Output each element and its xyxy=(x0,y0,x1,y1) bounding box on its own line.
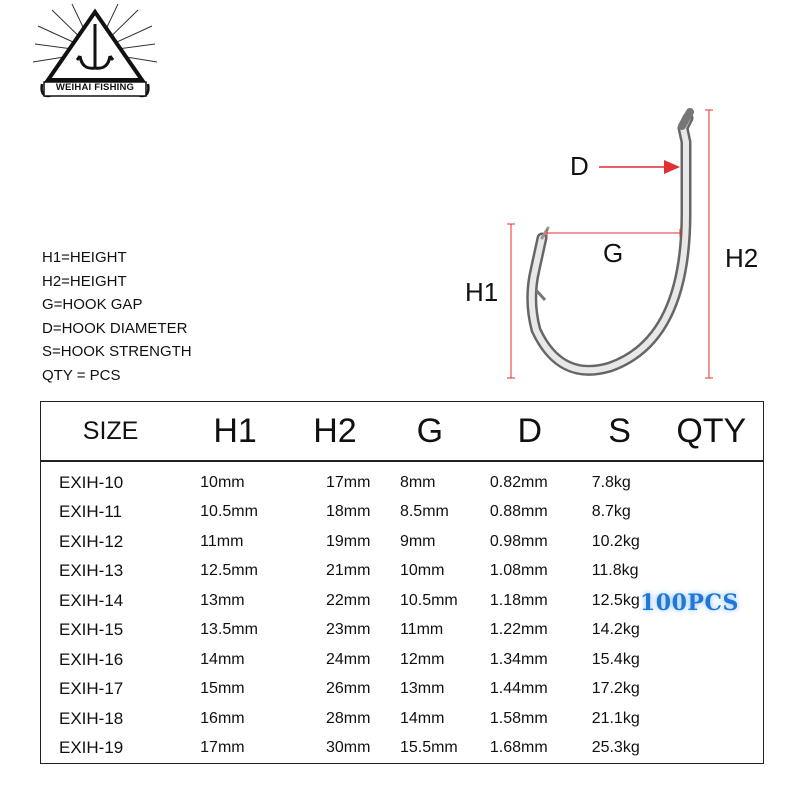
qty-cell xyxy=(660,704,764,734)
table-cell: EXIH-17 xyxy=(59,679,124,699)
table-header-row xyxy=(41,402,764,462)
table-cell: 13mm xyxy=(399,680,445,698)
h1-label: H1 xyxy=(465,277,499,307)
legend-item: G=HOOK GAP xyxy=(42,296,143,313)
table-cell: 17.2kg xyxy=(591,680,640,698)
table-cell: 0.82mm xyxy=(489,473,548,491)
table-cell: 11.8kg xyxy=(591,562,639,580)
table-cell: 0.98mm xyxy=(489,532,548,550)
table-cell: 11mm xyxy=(200,532,244,550)
table-cell: 1.08mm xyxy=(489,562,548,580)
table-cell: EXIH-18 xyxy=(59,708,124,728)
table-cell: 1.58mm xyxy=(489,709,548,727)
table-cell: 1.18mm xyxy=(489,591,548,609)
table-cell: 30mm xyxy=(326,739,371,757)
table-row xyxy=(41,557,764,587)
d-label: D xyxy=(570,151,589,181)
qty-value: 100PCS xyxy=(640,590,739,616)
table-cell: EXIH-19 xyxy=(59,738,124,758)
table-cell: 7.8kg xyxy=(591,473,631,491)
legend-item: H2=HEIGHT xyxy=(42,272,127,290)
table-row xyxy=(41,734,764,764)
table-row xyxy=(41,616,764,646)
table-cell: 9mm xyxy=(399,532,436,550)
header-h2: H2 xyxy=(290,402,380,462)
table-cell: 8.5mm xyxy=(399,503,449,521)
table-cell: 10mm xyxy=(399,562,445,580)
table-cell: 14.2kg xyxy=(591,621,640,639)
qty-cell xyxy=(660,734,764,764)
table-cell: 13.5mm xyxy=(200,621,258,639)
table-cell: 1.34mm xyxy=(489,650,548,668)
table-cell: 17mm xyxy=(326,473,371,491)
table-cell: EXIH-11 xyxy=(59,502,122,522)
table-cell: 15.5mm xyxy=(399,739,458,757)
table-row xyxy=(41,527,764,557)
header-g: G xyxy=(380,402,480,462)
header-s: S xyxy=(580,402,660,462)
header-d: D xyxy=(480,402,580,462)
table-cell: 8mm xyxy=(399,473,436,491)
qty-cell xyxy=(660,645,764,675)
table-cell: 14mm xyxy=(200,650,245,668)
legend-item: D=HOOK DIAMETER xyxy=(42,319,188,337)
table-row xyxy=(41,645,764,675)
qty-cell xyxy=(660,675,764,705)
qty-cell xyxy=(660,461,764,498)
table-cell: 25.3kg xyxy=(591,739,640,757)
table-cell: 19mm xyxy=(326,532,371,550)
hook-spec-table xyxy=(40,401,764,764)
g-label: G xyxy=(603,238,624,268)
table-cell: 12.5kg xyxy=(591,591,640,609)
table-cell: 23mm xyxy=(326,621,371,639)
table-cell: 17mm xyxy=(200,739,245,757)
table-cell: EXIH-12 xyxy=(59,531,124,551)
header-h1: H1 xyxy=(180,402,290,462)
table-cell: 11mm xyxy=(399,621,444,639)
qty-cell xyxy=(660,498,764,528)
table-cell: 24mm xyxy=(326,650,371,668)
table-cell: 10mm xyxy=(200,473,245,491)
table-cell: 10.5mm xyxy=(200,503,258,521)
legend-item: S=HOOK STRENGTH xyxy=(42,343,192,360)
brand-name: WEIHAI FISHING xyxy=(55,82,135,93)
table-cell: 22mm xyxy=(326,591,371,609)
table-cell: 12mm xyxy=(399,650,445,668)
table-cell: EXIH-13 xyxy=(59,561,124,581)
table-cell: 21.1kg xyxy=(591,709,640,727)
table-cell: EXIH-10 xyxy=(59,472,124,492)
table-row xyxy=(41,461,764,498)
table-cell: 10.5mm xyxy=(399,591,458,609)
d-arrow-head xyxy=(664,160,680,174)
table-cell: 1.22mm xyxy=(489,621,548,639)
table-cell: 10.2kg xyxy=(591,532,640,550)
table-cell: 18mm xyxy=(326,503,371,521)
table-cell: 26mm xyxy=(326,680,371,698)
table-cell: 21mm xyxy=(326,562,371,580)
legend-item: H1=HEIGHT xyxy=(42,249,127,266)
qty-cell xyxy=(660,557,764,587)
table-cell: 0.88mm xyxy=(489,503,548,521)
header-qty: QTY xyxy=(660,402,764,462)
table-cell: 13mm xyxy=(200,591,245,609)
table-row xyxy=(41,704,764,734)
header-size: SIZE xyxy=(41,402,181,462)
barb xyxy=(536,290,545,300)
table-row xyxy=(41,498,764,528)
legend-item: QTY = PCS xyxy=(42,366,121,384)
table-cell: EXIH-14 xyxy=(59,590,124,610)
table-row xyxy=(41,675,764,705)
table-cell: 8.7kg xyxy=(591,503,631,521)
table-cell: 15.4kg xyxy=(591,650,640,668)
table-cell: 12.5mm xyxy=(200,562,258,580)
h2-label: H2 xyxy=(725,243,759,273)
table-cell: EXIH-16 xyxy=(59,649,124,669)
table-cell: 16mm xyxy=(200,709,245,727)
table-cell: 15mm xyxy=(200,680,245,698)
table-cell: 28mm xyxy=(326,709,371,727)
table-cell: 1.68mm xyxy=(489,739,548,757)
qty-cell xyxy=(660,616,764,646)
table-cell: 14mm xyxy=(399,709,445,727)
qty-cell xyxy=(660,527,764,557)
table-cell: EXIH-15 xyxy=(59,620,124,640)
table-cell: 1.44mm xyxy=(489,680,548,698)
